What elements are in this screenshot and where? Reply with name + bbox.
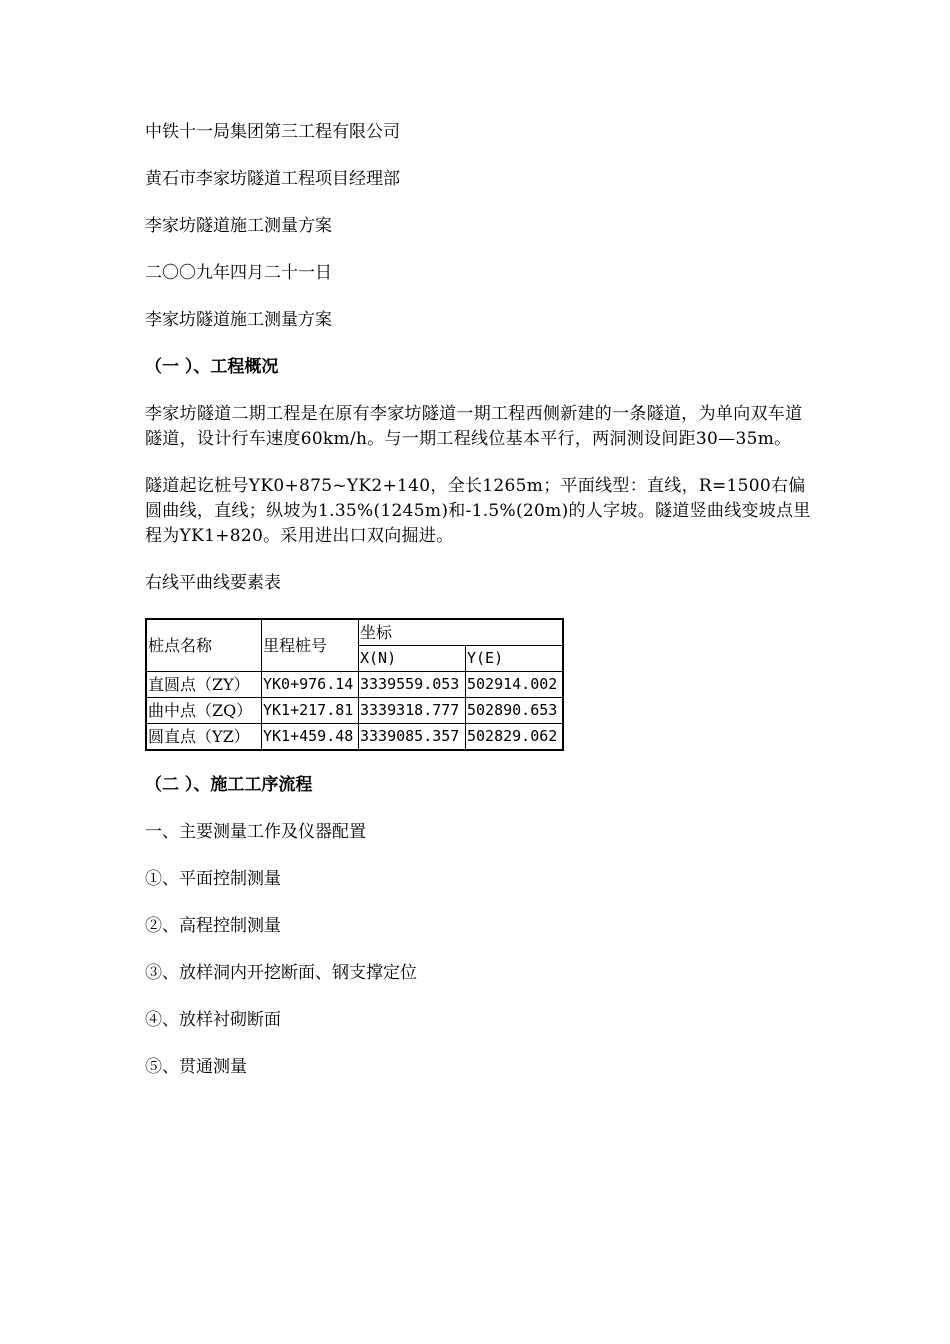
section-heading-process: （二 ）、施工工序流程: [145, 775, 313, 795]
cell-y: 502829.062: [466, 724, 564, 751]
department-name: 黄石市李家坊隧道工程项目经理部: [145, 169, 400, 189]
cell-name: 直圆点（ZY）: [146, 672, 262, 698]
header-mileage: 里程桩号: [262, 619, 359, 672]
section-heading-overview: （一 ）、工程概况: [145, 357, 279, 377]
table-row: [146, 672, 563, 698]
document-title: 李家坊隧道施工测量方案: [145, 216, 332, 236]
list-item: ③、放样洞内开挖断面、钢支撑定位: [145, 963, 417, 983]
header-coord: 坐标: [359, 619, 564, 646]
table-caption: 右线平曲线要素表: [145, 573, 281, 593]
curve-elements-table: [145, 618, 564, 751]
cell-x: 3339318.777: [359, 698, 466, 724]
document-page: [145, 120, 815, 1102]
cell-mileage: YK1+459.48: [262, 724, 359, 751]
header-x: X(N): [359, 646, 466, 672]
list-item: ①、平面控制测量: [145, 869, 281, 889]
document-date: 二〇〇九年四月二十一日: [145, 263, 332, 283]
list-item: ⑤、贯通测量: [145, 1057, 247, 1077]
list-item: 一、主要测量工作及仪器配置: [145, 822, 366, 842]
overview-paragraph-1: 李家坊隧道二期工程是在原有李家坊隧道一期工程西侧新建的一条隧道，为单向双车道隧道，设计行车速度60km/h。与一期工程线位基本平行，两洞测设间距30—35m。: [145, 404, 803, 449]
cell-name: 圆直点（YZ）: [146, 724, 262, 751]
company-name: 中铁十一局集团第三工程有限公司: [145, 122, 400, 142]
document-title-repeat: 李家坊隧道施工测量方案: [145, 310, 332, 330]
overview-paragraph-2: 隧道起讫桩号YK0+875~YK2+140，全长1265m；平面线型：直线，R=1500右偏圆曲线，直线；纵坡为1.35%(1245m)和-1.5%(20m)的人字坡。隧道竖曲线变坡点里程为YK1+820。采用进出口双向掘进。: [145, 476, 811, 546]
list-item: ④、放样衬砌断面: [145, 1010, 281, 1030]
cell-x: 3339559.053: [359, 672, 466, 698]
table-row: [146, 698, 563, 724]
cell-y: 502914.002: [466, 672, 564, 698]
table-header-row: [146, 619, 563, 646]
header-name: 桩点名称: [146, 619, 262, 672]
cell-y: 502890.653: [466, 698, 564, 724]
table-row: [146, 724, 563, 751]
cell-mileage: YK1+217.81: [262, 698, 359, 724]
list-item: ②、高程控制测量: [145, 916, 281, 936]
cell-name: 曲中点（ZQ）: [146, 698, 262, 724]
cell-mileage: YK0+976.14: [262, 672, 359, 698]
cell-x: 3339085.357: [359, 724, 466, 751]
header-y: Y(E): [466, 646, 564, 672]
